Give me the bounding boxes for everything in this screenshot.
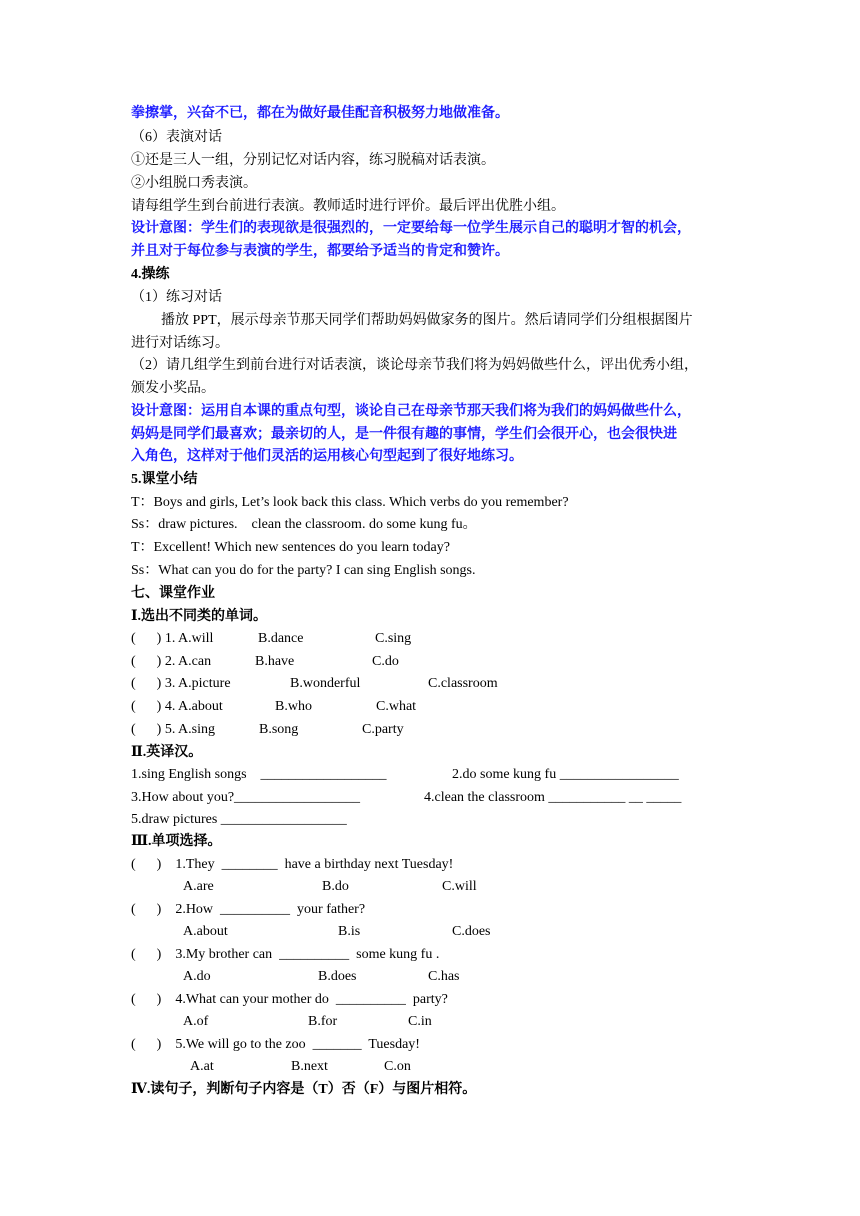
exercise-question: ( ) 4. A.about — [131, 699, 223, 714]
option-c: C.will — [442, 879, 477, 894]
option-b: B.do — [322, 879, 349, 894]
option-c: C.what — [376, 699, 417, 714]
translation-item: 3.How about you?__________________ — [131, 790, 361, 805]
exercise-heading: Ⅱ.英译汉。 — [131, 745, 203, 760]
text-line: 颁发小奖品。 — [131, 381, 215, 396]
translation-item: 5.draw pictures __________________ — [131, 812, 347, 827]
option-b: B.song — [259, 722, 299, 737]
option-b: B.dance — [258, 631, 304, 646]
text-line: ①还是三人一组，分别记忆对话内容，练习脱稿对话表演。 — [131, 153, 495, 168]
design-intent-text: 设计意图：运用自本课的重点句型，谈论自己在母亲节那天我们将为我们的妈妈做些什么， — [131, 404, 691, 419]
dialogue-line: Ss：What can you do for the party? I can sing English songs. — [131, 563, 476, 578]
option-c: C.does — [452, 924, 491, 939]
translation-item: 2.do some kung fu _________________ — [452, 767, 679, 782]
option-b: B.wonderful — [290, 676, 361, 691]
section-heading: 5.课堂小结 — [131, 472, 198, 487]
exercise-question: ( ) 2.How __________ your father? — [131, 902, 366, 917]
design-intent-text: 设计意图：学生们的表现欲是很强烈的，一定要给每一位学生展示自己的聪明才智的机会， — [131, 221, 691, 236]
dialogue-line: T：Boys and girls, Let’s look back this class. Which verbs do you remember? — [131, 495, 569, 510]
design-intent-text: 并且对于每位参与表演的学生，都要给予适当的肯定和赞许。 — [131, 244, 509, 259]
option-a: A.are — [183, 879, 214, 894]
option-b: B.who — [275, 699, 312, 714]
option-c: C.party — [362, 722, 404, 737]
text-line: （2）请几组学生到前台进行对话表演，谈论母亲节我们将为妈妈做些什么，评出优秀小组， — [131, 358, 698, 373]
exercise-heading: Ⅲ.单项选择。 — [131, 834, 222, 849]
option-a: A.of — [183, 1014, 209, 1029]
translation-item: 4.clean the classroom ___________ __ _____ — [424, 790, 682, 805]
option-a: A.do — [183, 969, 211, 984]
option-b: B.next — [291, 1059, 328, 1074]
option-c: C.on — [384, 1059, 411, 1074]
step-heading: （1）练习对话 — [131, 290, 222, 305]
text-line: 播放 PPT，展示母亲节那天同学们帮助妈妈做家务的图片。然后请同学们分组根据图片 — [161, 313, 693, 328]
option-c: C.has — [428, 969, 460, 984]
option-c: C.classroom — [428, 676, 498, 691]
exercise-question: ( ) 3.My brother can __________ some kung fu . — [131, 947, 440, 962]
section-heading: 七、课堂作业 — [131, 586, 215, 601]
exercise-question: ( ) 5. A.sing — [131, 722, 215, 737]
option-a: A.about — [183, 924, 228, 939]
step-heading: （6）表演对话 — [131, 130, 222, 145]
exercise-question: ( ) 2. A.can — [131, 654, 212, 669]
exercise-heading: Ⅰ.选出不同类的单词。 — [131, 609, 268, 624]
option-c: C.do — [372, 654, 399, 669]
exercise-heading: Ⅳ.读句子，判断句子内容是（T）否（F）与图片相符。 — [131, 1082, 477, 1097]
exercise-question: ( ) 1. A.will — [131, 631, 214, 646]
exercise-question: ( ) 5.We will go to the zoo _______ Tuesday! — [131, 1037, 420, 1052]
design-intent-text: 拳擦掌，兴奋不已，都在为做好最佳配音积极努力地做准备。 — [131, 106, 509, 121]
design-intent-text: 入角色，这样对于他们灵活的运用核心句型起到了很好地练习。 — [131, 449, 523, 464]
option-a: A.at — [190, 1059, 214, 1074]
design-intent-text: 妈妈是同学们最喜欢；最亲切的人，是一件很有趣的事情，学生们会很开心，也会很快进 — [131, 427, 677, 442]
text-line: 请每组学生到台前进行表演。教师适时进行评价。最后评出优胜小组。 — [131, 199, 565, 214]
exercise-question: ( ) 4.What can your mother do __________ party? — [131, 992, 448, 1007]
exercise-question: ( ) 3. A.picture — [131, 676, 231, 691]
option-b: B.for — [308, 1014, 338, 1029]
option-c: C.in — [408, 1014, 432, 1029]
option-b: B.have — [255, 654, 295, 669]
section-heading: 4.操练 — [131, 267, 170, 282]
text-line: ②小组脱口秀表演。 — [131, 176, 257, 191]
dialogue-line: Ss：draw pictures. clean the classroom. do some kung fu。 — [131, 517, 477, 532]
option-b: B.is — [338, 924, 361, 939]
option-b: B.does — [318, 969, 357, 984]
dialogue-line: T：Excellent! Which new sentences do you learn today? — [131, 540, 450, 555]
option-c: C.sing — [375, 631, 412, 646]
text-line: 进行对话练习。 — [131, 336, 229, 351]
exercise-question: ( ) 1.They ________ have a birthday next Tuesday! — [131, 857, 454, 872]
translation-item: 1.sing English songs __________________ — [131, 767, 387, 782]
